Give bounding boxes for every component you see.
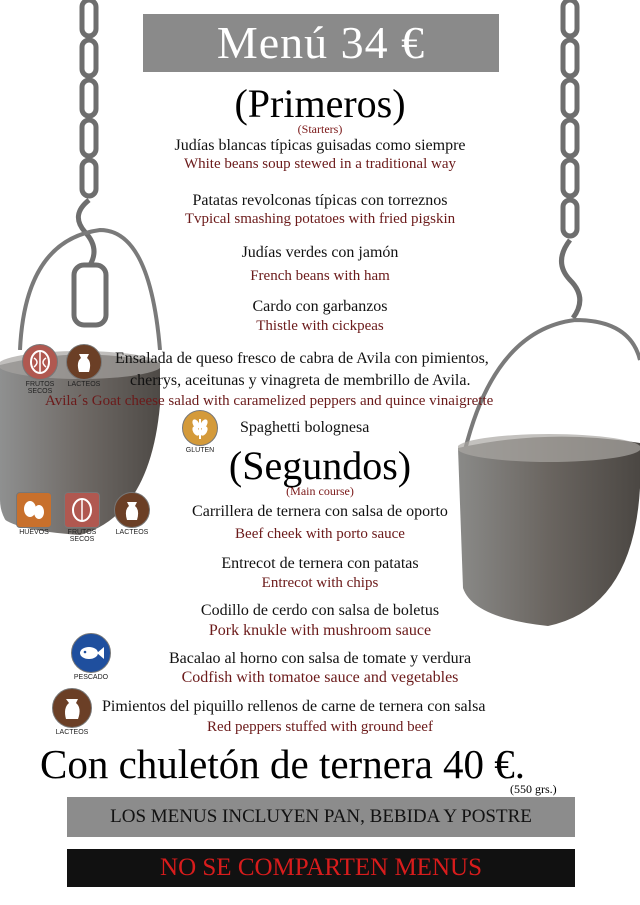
segundos-subheading: (Main course): [286, 484, 354, 498]
starter-4-es: Cardo con garbanzos: [252, 298, 388, 315]
allergen-gluten: GLUTEN: [178, 410, 222, 454]
primeros-subheading: (Starters): [297, 122, 343, 136]
allergen-huevos: HUEVOS: [12, 492, 56, 536]
includes-notice-bar: [67, 797, 575, 837]
starter-2-en: Tvpical smashing potatoes with fried pigskin: [184, 211, 456, 227]
starter-5-es-line2: cherrys, aceitunas y vinagreta de membrillo de Avila.: [130, 372, 471, 389]
starter-4-en: Thistle with cickpeas: [256, 318, 384, 334]
chuleton-weight: (550 grs.): [510, 782, 557, 796]
allergen-frutos-secos-2: FRUTOS SECOS: [58, 492, 106, 543]
main-5-en: Red peppers stuffed with ground beef: [207, 719, 433, 735]
milk-jug-icon: [52, 688, 92, 728]
milk-jug-icon: [114, 492, 150, 528]
primeros-heading: (Primeros): [234, 81, 406, 126]
starter-5-en: Avila´s Goat cheese salad with caramelized peppers and quince vinaigrette: [45, 393, 494, 409]
main-3-es: Codillo de cerdo con salsa de boletus: [200, 602, 440, 619]
starter-6-es: Spaghetti bolognesa: [240, 419, 370, 436]
main-1-en: Beef cheek with porto sauce: [235, 526, 405, 542]
fish-icon: [71, 633, 111, 673]
main-3-en: Pork knukle with mushroom sauce: [208, 622, 432, 639]
allergen-lacteos: LACTEOS: [64, 344, 104, 388]
chuleton-offer: Con chuletón de ternera 40 €.: [40, 741, 526, 787]
segundos-heading: (Segundos): [228, 443, 412, 488]
starter-3-es: Judías verdes con jamón: [241, 244, 399, 261]
menu-title: Menú 34 €: [216, 17, 426, 68]
allergen-pescado: PESCADO: [68, 633, 114, 681]
no-share-notice-bar: [67, 849, 575, 887]
allergen-lacteos-3: LACTEOS: [48, 688, 96, 736]
starter-1-es: Judías blancas típicas guisadas como siempre: [174, 137, 466, 154]
main-4-en: Codfish with tomatoe sauce and vegetables: [181, 669, 459, 686]
starter-1-en: White beans soup stewed in a traditional way: [183, 156, 456, 172]
no-share-notice: NO SE COMPARTEN MENUS: [160, 854, 482, 881]
starter-2-es: Patatas revolconas típicas con torreznos: [192, 192, 448, 209]
allergen-frutos-secos: FRUTOS SECOS: [18, 344, 62, 395]
includes-notice: LOS MENUS INCLUYEN PAN, BEBIDA Y POSTRE: [110, 806, 532, 827]
walnut-icon: [64, 492, 100, 528]
walnut-icon: [22, 344, 58, 380]
main-2-es: Entrecot de ternera con patatas: [221, 555, 419, 572]
allergen-lacteos-2: LACTEOS: [110, 492, 154, 536]
eggs-icon: [16, 492, 52, 528]
milk-jug-icon: [66, 344, 102, 380]
main-4-es: Bacalao al horno con salsa de tomate y verdura: [168, 650, 472, 667]
wheat-icon: [182, 410, 218, 446]
main-1-es: Carrillera de ternera con salsa de oporto: [192, 503, 448, 520]
main-2-en: Entrecot with chips: [261, 575, 379, 591]
starter-3-en: French beans with ham: [250, 268, 390, 284]
starter-5-es: Ensalada de queso fresco de cabra de Avila con pimientos,: [115, 350, 489, 367]
main-5-es: Pimientos del piquillo rellenos de carne de ternera con salsa: [102, 698, 486, 715]
